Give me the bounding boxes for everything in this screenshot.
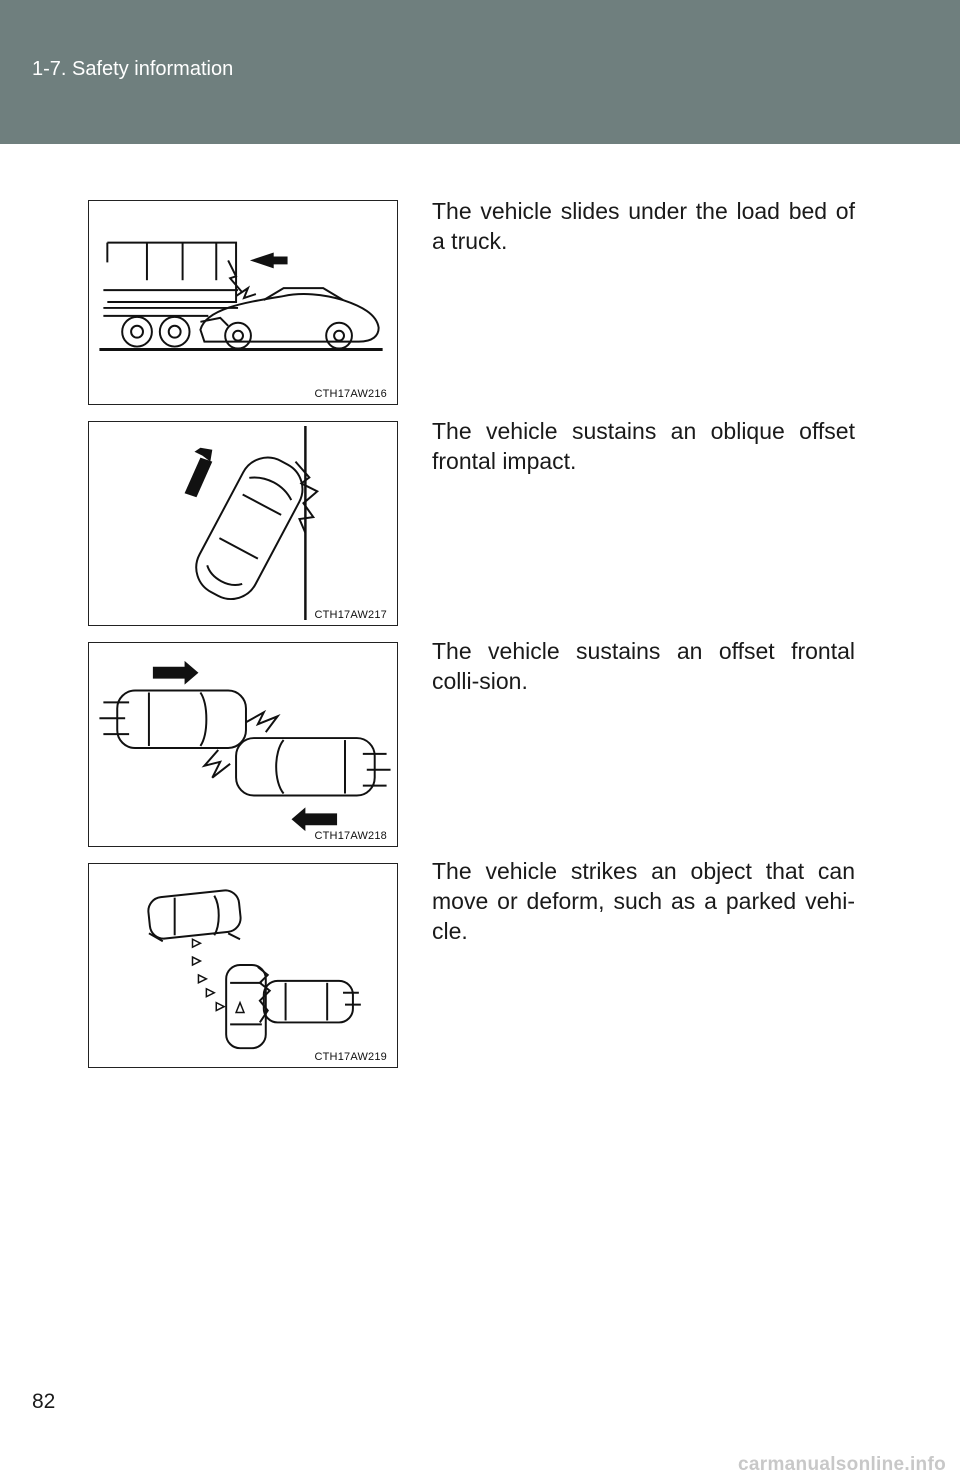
illustration-oblique-impact	[88, 421, 398, 626]
figure-code: CTH17AW219	[314, 1051, 387, 1063]
oblique-impact-drawing	[89, 422, 397, 625]
figure-code: CTH17AW218	[314, 830, 387, 842]
description-truck-underride: The vehicle slides under the load bed of a truck.	[432, 198, 855, 254]
section-header	[0, 0, 960, 144]
page-number: 82	[32, 1390, 56, 1413]
truck-underride-drawing	[89, 201, 397, 404]
illustration-truck-underride	[88, 200, 398, 405]
deformable-object-drawing	[89, 864, 397, 1067]
figure-code: CTH17AW216	[314, 388, 387, 400]
offset-collision-drawing	[89, 643, 397, 846]
section-title: 1-7. Safety information	[32, 58, 234, 80]
description-offset-collision: The vehicle sustains an offset frontal colli-sion.	[432, 638, 855, 694]
illustration-deformable-object	[88, 863, 398, 1068]
description-deformable-object: The vehicle strikes an object that can move or deform, such as a parked vehi-cle.	[432, 858, 855, 944]
watermark: carmanualsonline.info	[738, 1454, 946, 1475]
illustration-offset-collision	[88, 642, 398, 847]
figure-code: CTH17AW217	[314, 609, 387, 621]
description-oblique-impact: The vehicle sustains an oblique offset frontal impact.	[432, 418, 855, 474]
